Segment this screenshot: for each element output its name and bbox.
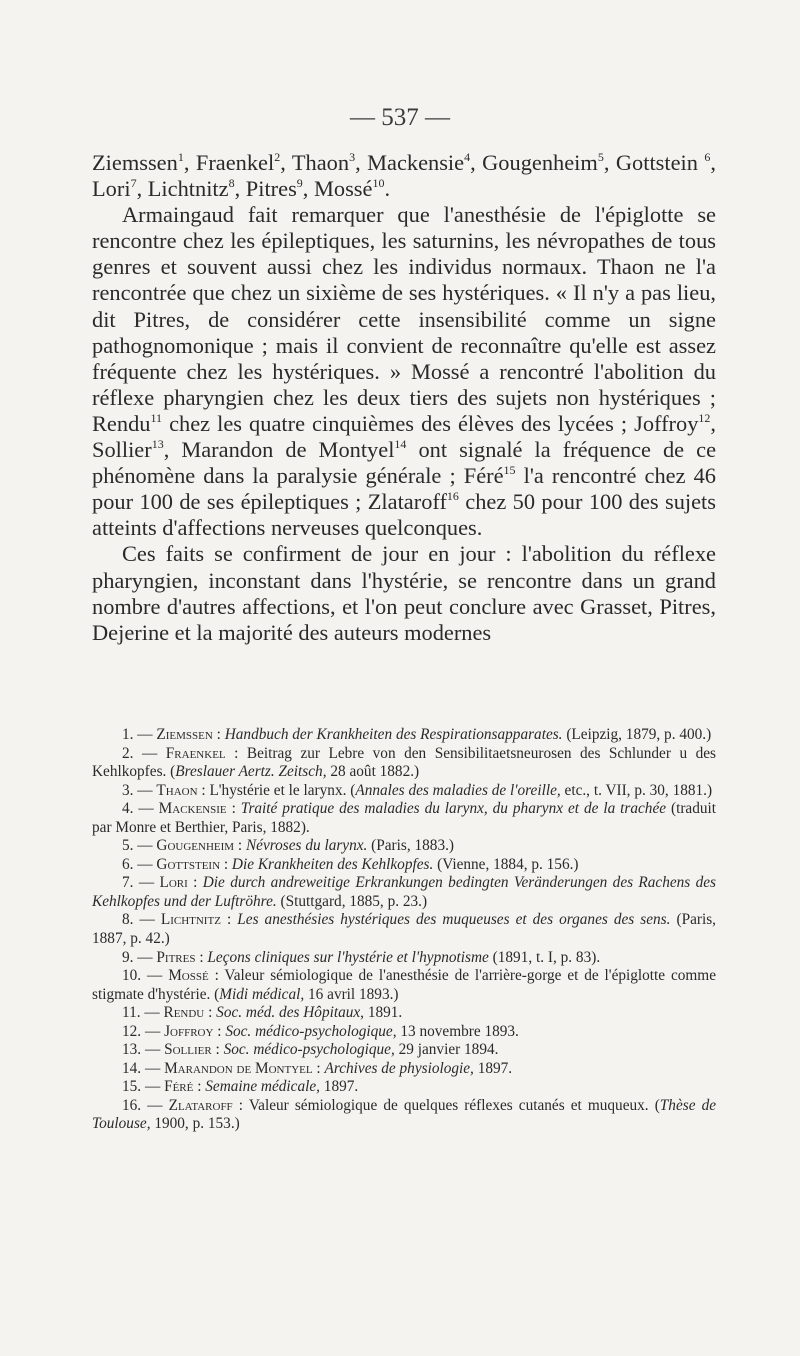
footnote-source: 1900, p. 153.)	[150, 1115, 240, 1133]
footnote-source: etc., t. VII, p. 30, 1881.)	[560, 781, 713, 799]
footnote-number: 15. —	[122, 1078, 165, 1096]
note-ref[interactable]: 3	[349, 150, 356, 164]
footnote	[92, 949, 716, 968]
footnote-author: Lichtnitz	[160, 911, 221, 929]
page-number: — 537 —	[350, 104, 450, 131]
body-text	[92, 150, 716, 646]
footnote-source: (Leipzig, 1879, p. 400.)	[562, 726, 712, 743]
footnote-title: Soc. médico-psychologique,	[225, 1022, 397, 1040]
footnote-author: Pitres	[156, 948, 196, 966]
footnote-author: Thaon	[156, 781, 198, 799]
footnote-number: 8. —	[122, 911, 161, 929]
note-ref[interactable]: 10	[372, 176, 385, 191]
paragraph: Ces faits se confirment de jour en jour : l'abolition du réflexe pharyngien, inconstant dans l'hystérie, se rencontre dans un grand nombre d'autres affections, et l'on peut conclure avec Grasset, Pitres, Dejerine et la majorité des auteurs modernes	[92, 541, 716, 645]
footnote	[92, 1060, 716, 1079]
note-ref[interactable]: 16	[446, 489, 459, 504]
note-ref[interactable]: 14	[394, 437, 407, 452]
footnote-author: Fraenkel	[165, 744, 226, 762]
footnote-source: 1891.	[364, 1004, 403, 1022]
footnote	[92, 782, 716, 801]
footnote	[92, 1041, 716, 1060]
footnote-title: Thèse de Toulouse,	[92, 1096, 717, 1133]
footnote-author: Rendu	[163, 1004, 205, 1022]
footnote-source: (Paris, 1883.)	[367, 837, 455, 855]
note-ref[interactable]: 13	[151, 437, 164, 452]
footnote-source: 1897.	[319, 1078, 359, 1096]
note-ref[interactable]: 11	[150, 410, 163, 425]
footnote-source: 16 avril 1893.)	[304, 985, 399, 1003]
note-ref[interactable]: 5	[597, 150, 604, 164]
footnote-source: (Vienne, 1884, p. 156.)	[433, 855, 579, 873]
footnote-number: 5. —	[122, 837, 157, 855]
note-ref[interactable]: 6	[704, 150, 711, 164]
footnote-number: 9. —	[122, 948, 157, 966]
footnote	[92, 745, 716, 782]
footnote-author: Zlataroff	[168, 1096, 233, 1114]
footnote-title: Midi médical,	[219, 985, 305, 1003]
paragraph: Armaingaud fait remarquer que l'anesthésie de l'épiglotte se rencontre chez les épileptiques, les saturnins, les névropathes de tous genres et souvent aussi chez les individus normaux. Thaon ne l'a rencontrée que chez un sixième de ses hystériques. « Il n'y a pas lieu, dit Pitres, de considérer cette insensibilité comme un signe pathognomonique ; mais il convient de reconnaître qu'elle est assez fréquente chez les hystériques. » Mossé a rencontré l'abolition du réflexe pharyngien chez les deux tiers des sujets non hystériques ; Rendu$^{11}$ chez les quatre cinquièmes des élèves des lycées ; Joffroy$^{12}$, Sollier$^{13}$, Marandon de Montyel$^{14}$ ont signalé la fréquence de ce phénomène dans la paralysie générale ; Féré$^{15}$ l'a rencontré chez 46 pour 100 de ses épileptiques ; Zlataroff$^{16}$ chez 50 pour 100 des sujets atteints d'affections nerveuses quelconques.	[92, 202, 717, 541]
footnote-title: Semaine médicale,	[205, 1078, 320, 1096]
footnote	[92, 967, 716, 1004]
footnote-title: Breslauer Aertz. Zeitsch,	[175, 763, 327, 781]
footnote-text: :	[204, 1004, 217, 1022]
author-list-paragraph: Ziemssen$^1$, Fraenkel$^2$, Thaon$^3$, Mackensie$^4$, Gougenheim$^5$, Gottstein $^6$, Lori$^7$, Lichtnitz$^8$, Pitres$^9$, Mossé$^{10}$.	[92, 150, 717, 202]
footnote-title: Soc. méd. des Hôpitaux,	[216, 1004, 365, 1022]
note-ref[interactable]: 12	[698, 410, 711, 425]
note-ref[interactable]: 9	[296, 176, 303, 191]
footnote-number: 6. —	[122, 855, 157, 873]
footnote-title: Annales des maladies de l'oreille,	[355, 781, 561, 799]
footnote-text: :	[195, 948, 208, 966]
footnote-text: : Beitrag zur Lebre von den Sensibilitaetsneurosen des Schlunder u des Kehlkopfes. (	[92, 744, 716, 781]
footnote-source: (Stuttgard, 1885, p. 23.)	[276, 892, 428, 910]
footnote	[92, 837, 716, 856]
footnote-number: 14. —	[122, 1059, 165, 1077]
footnote-text: : Valeur sémiologique de l'anesthésie de l'arrière-gorge et de l'épiglotte comme stigmate d'hystérie. (	[92, 967, 716, 1003]
footnote-text: :	[312, 1059, 325, 1077]
footnote-author: Sollier	[164, 1041, 212, 1059]
footnote-text: : Valeur sémiologique de quelques réflexes cutanés et muqueux. (	[232, 1096, 660, 1114]
footnote-number: 12. —	[122, 1022, 165, 1040]
footnote-source: 13 novembre 1893.	[396, 1022, 519, 1040]
footnote-number: 16. —	[122, 1096, 169, 1114]
footnote-title: Les anesthésies hystériques des muqueuses et des organes des sens.	[237, 911, 671, 929]
footnote-author: Marandon de Montyel	[164, 1059, 313, 1077]
footnote-source: (1891, t. I, p. 83).	[488, 948, 601, 966]
footnote-text: :	[234, 837, 246, 855]
footnote	[92, 874, 716, 911]
footnote-source: 28 août 1882.)	[326, 763, 420, 781]
footnote-source: (traduit par Monre et Berthier, Paris, 1882).	[92, 800, 716, 836]
footnote-title: Soc. médico-psychologique,	[223, 1041, 395, 1059]
note-ref[interactable]: 8	[228, 176, 235, 191]
note-ref[interactable]: 4	[464, 150, 471, 164]
footnote-source: 1897.	[473, 1059, 513, 1077]
footnote	[92, 856, 716, 875]
footnote-number: 11. —	[122, 1004, 164, 1022]
footnote-author: Gottstein	[156, 855, 221, 873]
footnote-text: :	[187, 874, 203, 892]
footnote-author: Gougenheim	[156, 837, 235, 855]
footnote-title: Traité pratique des maladies du larynx, du pharynx et de la trachée	[240, 800, 667, 818]
footnote-author: Mossé	[168, 967, 209, 985]
footnote-title: Handbuch der Krankheiten des Respirationsapparates.	[224, 726, 563, 743]
footnote-author: Lori	[159, 874, 188, 892]
footnote-text: :	[213, 1022, 226, 1040]
footnote-author: Féré	[164, 1078, 194, 1096]
footnote-number: 4. —	[122, 800, 159, 818]
footnote	[92, 1078, 716, 1097]
footnote-text: :	[211, 1041, 224, 1059]
footnote-number: 13. —	[122, 1041, 165, 1059]
note-ref[interactable]: 2	[274, 150, 281, 164]
footnote-text: :	[220, 911, 238, 929]
footnote-title: Archives de physiologie,	[324, 1059, 474, 1077]
footnote-title: Die durch andreweitige Erkrankungen bedingten Veränderungen des Rachens des Kehlkopfes und der Luftröhre.	[92, 874, 716, 910]
footnote	[92, 726, 716, 745]
footnote	[92, 800, 716, 837]
footnote-text: :	[212, 726, 225, 743]
footnote-number: 7. —	[122, 874, 160, 892]
footnote	[92, 911, 716, 948]
footnote-text: :	[226, 800, 241, 818]
footnote-text: :	[193, 1078, 206, 1096]
footnote-text: : L'hystérie et le larynx. (	[197, 781, 356, 799]
footnote-title: Leçons cliniques sur l'hystérie et l'hypnotisme	[207, 948, 489, 966]
footnote-author: Mackensie	[158, 800, 227, 818]
footnote-number: 1. —	[122, 726, 157, 743]
footnote-source: 29 janvier 1894.	[394, 1041, 499, 1059]
footnote-text: :	[220, 855, 232, 873]
footnote	[92, 1004, 716, 1023]
footnote-author: Joffroy	[164, 1022, 214, 1040]
footnote	[92, 1023, 716, 1042]
footnote-number: 2. —	[122, 744, 166, 762]
footnote-number: 10. —	[122, 967, 169, 985]
footnotes	[92, 726, 716, 1134]
footnote	[92, 1097, 716, 1134]
note-ref[interactable]: 7	[130, 176, 137, 191]
footnote-number: 3. —	[122, 781, 157, 799]
footnote-title: Die Krankheiten des Kehlkopfes.	[231, 855, 434, 873]
note-ref[interactable]: 15	[503, 463, 516, 478]
note-ref[interactable]: 1	[177, 150, 184, 164]
footnote-author: Ziemssen	[156, 726, 213, 743]
footnote-source: (Paris, 1887, p. 42.)	[92, 911, 717, 948]
footnote-title: Névroses du larynx.	[245, 837, 368, 855]
